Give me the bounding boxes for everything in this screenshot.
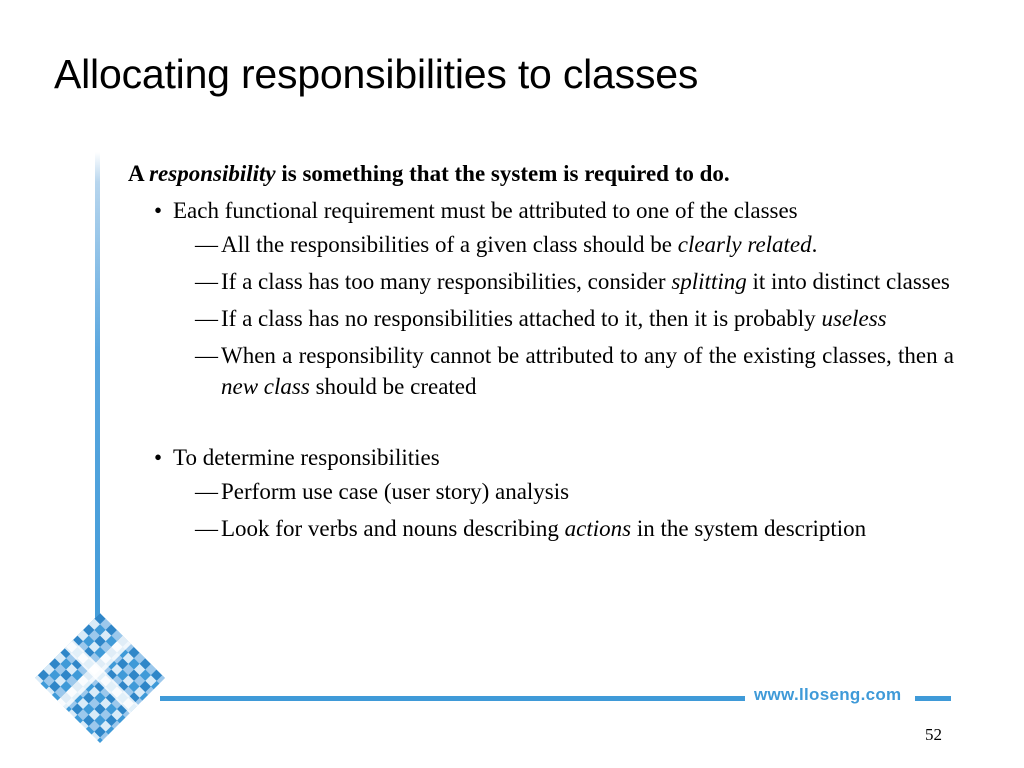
lead-sentence: A responsibility is something that the system is required to do. xyxy=(128,161,730,186)
sub-bullet-item: — If a class has no responsibilities attached to it, then it is probably useless xyxy=(195,306,887,331)
spacer xyxy=(128,408,954,442)
sub-bullet-item: — When a responsibility cannot be attributed to any of the existing classes, then a new class should be created xyxy=(195,343,954,399)
frame-horizontal-line xyxy=(160,696,745,701)
frame-horizontal-line-end xyxy=(915,696,951,701)
checkered-diamond-logo-icon xyxy=(30,608,170,748)
frame-vertical-line xyxy=(95,152,100,652)
sub-bullet-item: — If a class has too many responsibilities, consider splitting it into distinct classes xyxy=(195,269,950,294)
bullet-marker: • xyxy=(154,445,163,470)
sub-bullet-item: — Perform use case (user story) analysis xyxy=(195,479,570,504)
sub-bullet-item: — Look for verbs and nouns describing actions in the system description xyxy=(195,516,867,541)
bullet-item: • Each functional requirement must be attributed to one of the classes xyxy=(128,195,954,226)
bullet-item: • To determine responsibilities xyxy=(128,442,954,473)
bullet-marker: • xyxy=(154,198,163,223)
slide-body xyxy=(128,158,954,550)
slide-title: Allocating responsibilities to classes xyxy=(54,51,699,97)
page-number: 52 xyxy=(925,725,942,744)
sub-bullet-item: — All the responsibilities of a given class should be clearly related. xyxy=(195,232,818,257)
footer-url: www.lloseng.com xyxy=(754,685,902,704)
